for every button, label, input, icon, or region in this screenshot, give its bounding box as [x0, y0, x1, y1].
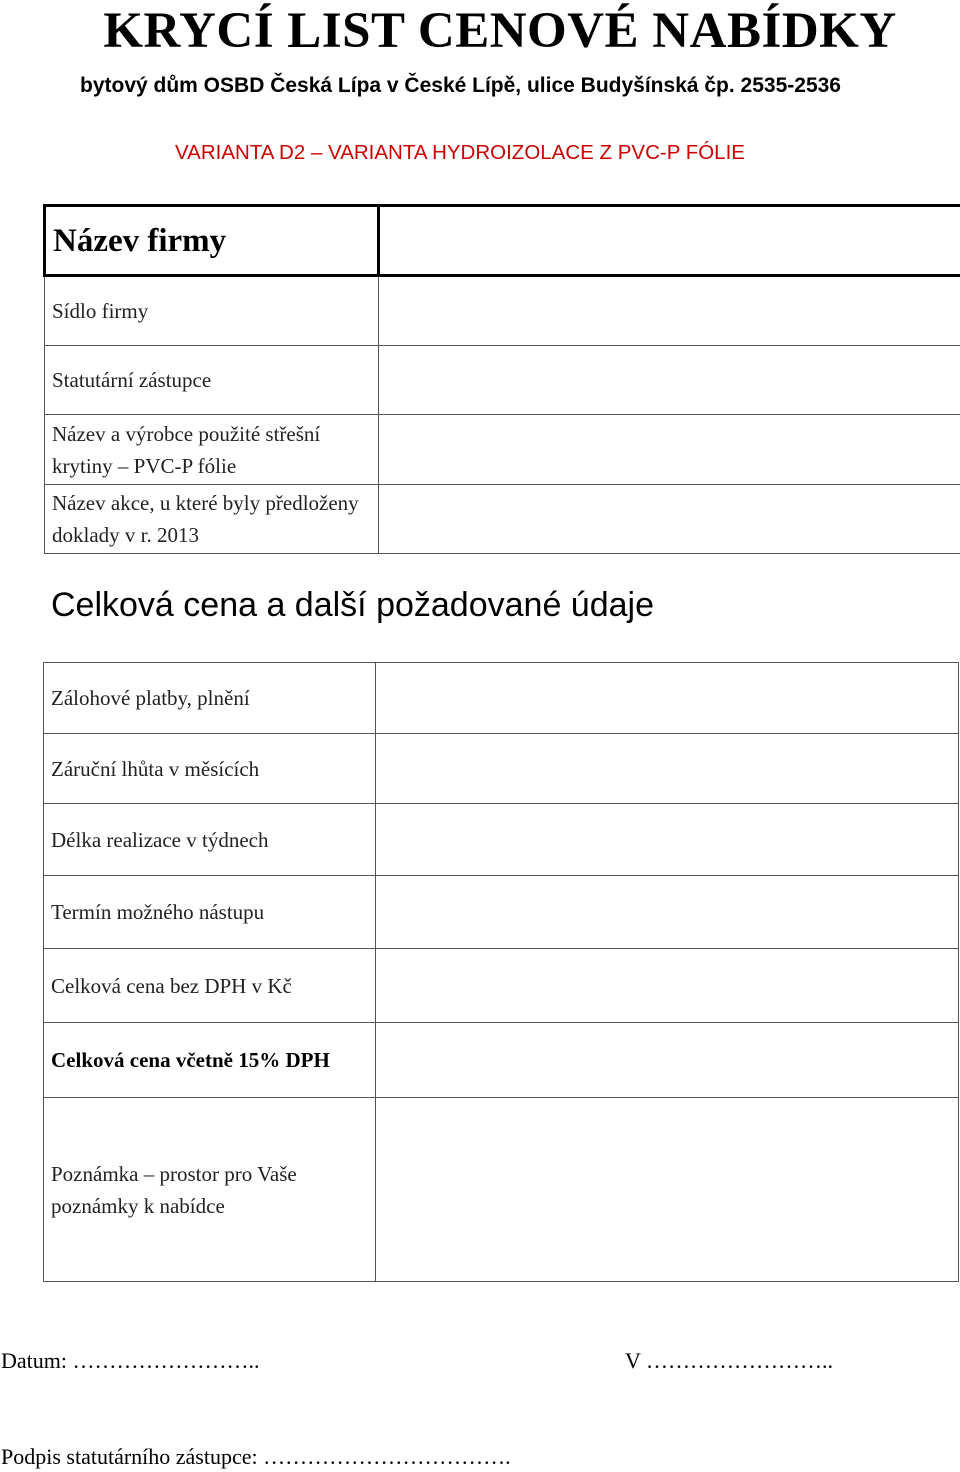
table-row — [44, 949, 959, 1023]
date-field[interactable]: Datum: …………………….. — [1, 1348, 260, 1373]
signature-field[interactable]: Podpis statutárního zástupce: ……………………………. — [1, 1444, 511, 1469]
company-seat-field[interactable] — [379, 276, 960, 346]
price-with-vat-label: Celková cena včetně 15% DPH — [44, 1023, 376, 1098]
note-field[interactable] — [376, 1098, 959, 1282]
warranty-period-field[interactable] — [376, 734, 959, 804]
statutory-representative-label: Statutární zástupce — [45, 346, 379, 415]
place-field[interactable]: V …………………….. — [625, 1348, 833, 1373]
table-row — [45, 206, 960, 276]
advance-payments-field[interactable] — [376, 663, 959, 734]
reference-project-field[interactable] — [379, 485, 960, 554]
price-without-vat-label: Celková cena bez DPH v Kč — [44, 949, 376, 1023]
table-row — [44, 734, 959, 804]
company-name-label: Název firmy — [45, 206, 379, 276]
table-row — [45, 415, 960, 485]
company-seat-label: Sídlo firmy — [45, 276, 379, 346]
roofing-product-field[interactable] — [379, 415, 960, 485]
document-title: KRYCÍ LIST CENOVÉ NABÍDKY — [103, 3, 897, 59]
realization-length-label: Délka realizace v týdnech — [44, 804, 376, 876]
start-date-label: Termín možného nástupu — [44, 876, 376, 949]
price-without-vat-field[interactable] — [376, 949, 959, 1023]
variant-label: VARIANTA D2 – VARIANTA HYDROIZOLACE Z PVC-P FÓLIE — [175, 141, 745, 164]
table-row — [44, 663, 959, 734]
warranty-period-label: Záruční lhůta v měsících — [44, 734, 376, 804]
roofing-product-label: Název a výrobce použité střešní krytiny – PVC-P fólie — [45, 415, 379, 485]
price-with-vat-field[interactable] — [376, 1023, 959, 1098]
company-info-table — [43, 204, 960, 554]
table-row — [45, 346, 960, 415]
advance-payments-label: Zálohové platby, plnění — [44, 663, 376, 734]
table-row — [44, 1098, 959, 1282]
statutory-representative-field[interactable] — [379, 346, 960, 415]
start-date-field[interactable] — [376, 876, 959, 949]
reference-project-label: Název akce, u které byly předloženy doklady v r. 2013 — [45, 485, 379, 554]
table-row — [44, 1023, 959, 1098]
realization-length-field[interactable] — [376, 804, 959, 876]
document-subtitle: bytový dům OSBD Česká Lípa v České Lípě, ulice Budyšínská čp. 2535-2536 — [80, 74, 841, 97]
section-heading: Celková cena a další požadované údaje — [51, 586, 654, 624]
table-row — [45, 276, 960, 346]
table-row — [44, 876, 959, 949]
company-name-field[interactable] — [379, 206, 960, 276]
note-label: Poznámka – prostor pro Vaše poznámky k nabídce — [44, 1098, 376, 1282]
table-row — [45, 485, 960, 554]
price-table — [43, 662, 959, 1282]
table-row — [44, 804, 959, 876]
